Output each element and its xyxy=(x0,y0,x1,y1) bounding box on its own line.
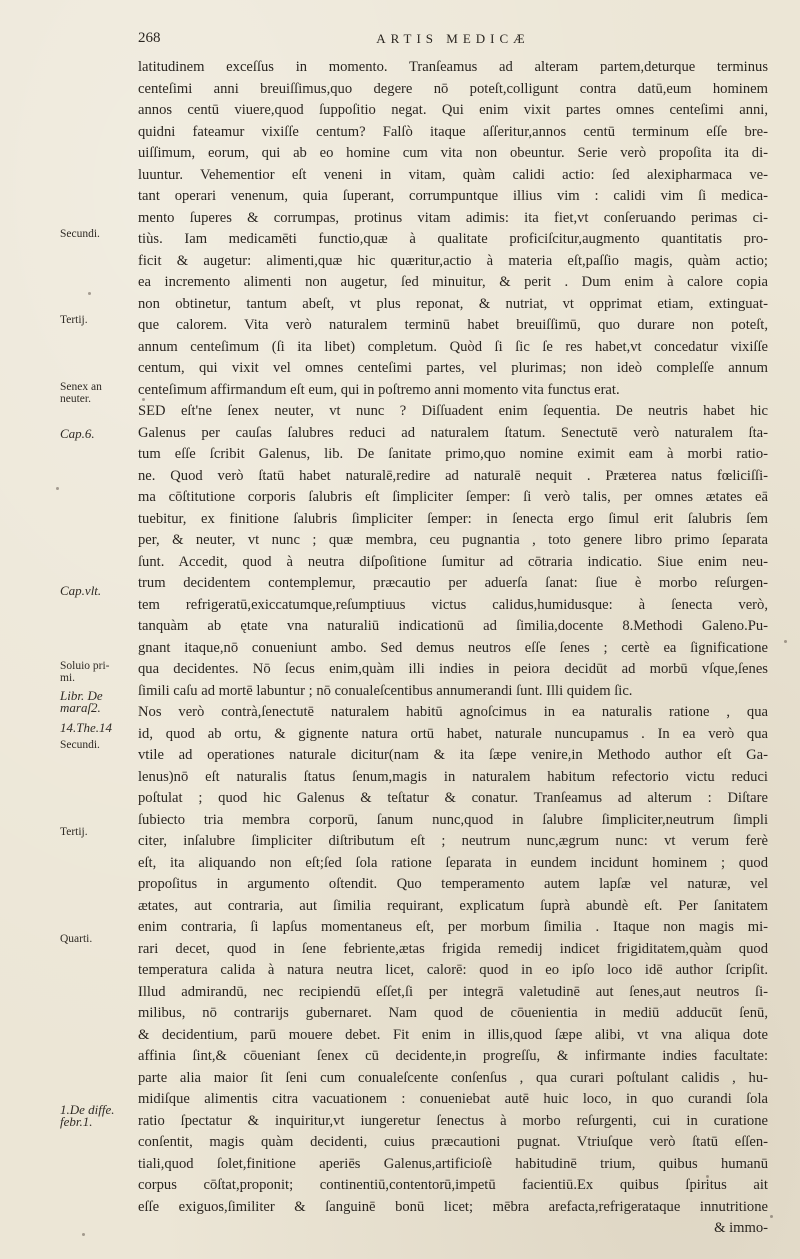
text-line: non obtinetur, tantum abeſt, vt plus reponat, & nutriat, vt opprimat etiam, extinguat- xyxy=(138,295,768,312)
running-title: ARTIS MEDICÆ xyxy=(376,31,530,46)
text-line: SED eſt'ne ſenex neuter, vt nunc ? Diſſuadent enim ſequentia. De neutris habet hic xyxy=(138,403,768,419)
text-line: tanquàm ab ętate vna naturaliū indicationū ad ſimilia,docente 8.Methodi Galeno.Pu- xyxy=(138,618,768,634)
ink-speck xyxy=(56,487,59,490)
text-line: tant operari venenum, quia ſuperant, corrumpuntque illius vim : calidi vim ſi medica- xyxy=(138,188,768,204)
margin-note: Secundi. xyxy=(60,228,100,240)
text-line: ætates, aut contraria, aut ſimilia requirant, explicatum ſuprà abundè eſt. Per ſanitatem xyxy=(138,897,768,914)
text-line: conſentit, magis quàm decidenti, cuius præcautioni pugnat. Vtriuſque verò ſtatū eſſen- xyxy=(138,1134,768,1150)
text-line: affinia ſint,& cōueniant ſenex cū decidente,in progreſſu, & infirmante indies facultate: xyxy=(138,1048,768,1064)
text-line: id, quod ab ortu, & gignente natura ortū habet, naturale nuncupamus . In ea verò qua xyxy=(138,725,768,742)
text-line: Galenus per cauſas ſalubres reduci ad naturalem ſtatum. Senectutē verò naturalem ſta- xyxy=(138,424,768,441)
text-line: tuebitur, ex finitione ſalubris ſimpliciter ſemper: in ſenecta ergo ſimul erit ſalubris ſem xyxy=(138,510,768,527)
text-line: Nos verò contrà,ſenectutē naturalem habitū agnoſcimus in ea naturalis ratione , qua xyxy=(138,704,768,720)
text-line: tiùs. Iam medicamēti functio,quæ à qualitate proficiſcitur,augmento quantitatis pro- xyxy=(138,231,768,247)
text-line: qua decidentes. Nō ſecus enim,quàm illi indies in peiora decidūt ad morbū vſque,ſenes xyxy=(138,661,768,677)
text-line: annum centeſimum (ſi ita libet) completum. Quòd ſi ſic ſe res habet,vt concedatur vixiſſe xyxy=(138,338,768,355)
text-line: ea incremento alimenti non augetur, ſed minuitur, & perit . Dum enim à calore copia xyxy=(138,274,768,290)
text-line: milibus, nō contrarijs gubernaret. Nam quod de cōuenientia in mediū adducūt ſenū, xyxy=(138,1005,768,1021)
text-line: annos centū viuere,quod ſuppoſitio negat. Qui enim vixit partes omnes centeſimi anni, xyxy=(138,102,768,118)
margin-note: 14.The.14 xyxy=(60,720,112,735)
margin-note: Soluio pri- mi. xyxy=(60,660,110,684)
margin-note: Quarti. xyxy=(60,933,93,945)
text-line: corpus cōſtat,proponit; continentiū,contentorū,impetū facientiū.Ex quibus ſpiritus ait xyxy=(138,1177,768,1193)
text-line: & immo- xyxy=(714,1220,768,1236)
text-line: enim contraria, ſi lapſus momentaneus eſt, per morbum ſimilia . Itaque non magis mi- xyxy=(138,919,768,935)
text-line: gnant itaque,nō conueniunt ambo. Sed demus neutros eſſe ſenes ; certè ea ſignificatione xyxy=(138,639,768,656)
text-line: & decidentium, parū mouere debet. Fit enim in illis,quod ſæpe alibi, vt vna aliqua dote xyxy=(138,1026,768,1043)
text-line: latitudinem exceſſus in momento. Tranſeamus ad alteram partem,deturque terminus xyxy=(138,59,768,75)
margin-notes xyxy=(0,0,138,1259)
text-line: uiſſimum, eorum, qui ab eo homine cum vita non obeuntur. Serie verò propoſita ita di- xyxy=(138,145,768,161)
margin-note: Libr. De maraſ2. xyxy=(60,688,103,715)
text-line: ma cōſtitutione corporis ſalubris eſt ſimpliciter ſemper: ſi verò talis, per omnes ætates eā xyxy=(138,489,768,505)
text-line: centeſimum affirmandum eſt eum, qui in poſtremo anni momento vita functus erat. xyxy=(138,381,620,398)
ink-speck xyxy=(770,1215,773,1218)
text-line: ne. Quod verò ſtatū habet naturalē,redire ad naturalē nequit . Præterea natus fœliciſſi- xyxy=(138,467,768,484)
text-line: tum eſſe ſcribit Galenus, lib. De ſanitate primo,quo nomine eximit eam à morbi ratio- xyxy=(138,446,768,462)
margin-note: 1.De diffe. febr.1. xyxy=(60,1102,115,1129)
text-line: poſtulat ; quod hic Galenus & teſtatur & conatur. Tranſeamus ad alterum : Diſtare xyxy=(138,790,768,806)
text-line: tiali,quod ſolet,finitione aperiēs Galenus,artificioſè habitudinē trium, quibus humanū xyxy=(138,1155,768,1172)
text-line: luuntur. Vehementior eſt veneni in vitam, quàm calidi actio: ſed alexipharmaca ve- xyxy=(138,166,768,183)
ink-speck xyxy=(784,640,787,643)
text-line: trum decidentem contemplemur, præcautio per aduerſa ſanat: ſiue è morbo reſurgen- xyxy=(138,575,768,591)
margin-note: Senex an neuter. xyxy=(60,381,102,405)
ink-speck xyxy=(82,1233,85,1236)
margin-note: Cap.vlt. xyxy=(60,583,102,598)
text-line: que calorem. Vita verò naturalem terminū habet breuiſſimū, quo durare non poteſt, xyxy=(138,317,768,333)
text-line: mento ſuperes & corrumpas, protinus vitam adimis: ita fiet,vt conſeruando perimas ci- xyxy=(138,209,768,226)
text-line: propoſitus in argumento oſtendit. Quo temperamento autem lapſæ vel naturæ, vel xyxy=(138,876,768,892)
text-line: centum, qui vixit vel omnes centeſimi partes, vel plurimas; non ideò compleſſe annum xyxy=(138,360,768,376)
ink-speck xyxy=(706,1175,709,1178)
body-text xyxy=(138,57,768,1240)
page-header xyxy=(138,30,768,52)
text-line: per, & neuter, vt nunc ; quæ membra, ceu pugnantia , toto genere libro primo ſeparata xyxy=(138,532,768,548)
text-line: citer, inſalubre ſimpliciter diſtributum eſt ; neutrum nunc,ægrum nunc: vt verum ferè xyxy=(138,833,768,849)
text-line: temperatura calida à natura neutra licet, calorē: quod in eo ipſo loco idē author ſcripſit. xyxy=(138,962,768,978)
text-line: ſubiecto tria membra corporū, ſanum nunc,quod in ſalubre ſimpliciter,neutrum ſimpli xyxy=(138,811,768,828)
page-number: 268 xyxy=(138,30,161,46)
text-line: parte alia maior ſit ſeni cum conualeſcente conſenſus , qua curari poſtulant calidis , hu- xyxy=(138,1069,768,1086)
text-line: quidni fateamur vixiſſe centum? Falſò itaque aſſeritur,annos centū terminum eſſe bre- xyxy=(138,123,768,140)
text-line: tem refrigeratū,exiccatumque,reſumptiuus victus calidus,humidusque: à ſenecta verò, xyxy=(138,596,768,613)
margin-note: Secundi. xyxy=(60,739,100,751)
margin-note: Tertij. xyxy=(60,826,88,838)
text-line: ficit & augetur: alimenti,quæ hic quæritur,actio à materia eſt,paſſio magis, quàm actio; xyxy=(138,252,768,269)
text-line: centeſimi anni breuiſſimus,quo degere nō poteſt,colligunt contra datū,eum hominem xyxy=(138,80,768,97)
text-line: eſt, ita aliquando non eſt;ſed ſola ratione ſeparata in eundem incidunt hominem ; quod xyxy=(138,854,768,871)
text-line: rari decet, quod in ſene febriente,ætas frigida remedij indicet frigiditatem,quàm quod xyxy=(138,940,768,957)
text-line: Illud admirandū, nec recipiendū eſſet,ſi per integrā valetudinē aut ſenes,aut neutros ſi- xyxy=(138,983,768,1000)
text-line: midiſque alimentis citra vacuationem : conueniebat autē huic loco, in quo curandi ſola xyxy=(138,1091,768,1107)
text-line: lenus)nō eſt naturalis ſtatus ſenum,magis in naturalem habitum refectorio victu reduci xyxy=(138,768,768,785)
text-line: ratio ſpectatur & inquiritur,vt iungeretur ſenectus à morbo reſurgenti, cui in curatione xyxy=(138,1112,768,1129)
text-line: ſunt. Accedit, quod à neutra diſpoſitione ſumitur ad cōtraria indicatio. Siue enim neu- xyxy=(138,553,768,570)
ink-speck xyxy=(142,398,145,401)
text-line: ſimili caſu ad mortē labuntur ; nō conualeſcentibus annumerandi ſunt. Illi quidem ſic. xyxy=(138,682,633,699)
text-line: vtile ad operationes naturale dicitur(nam & ita ſæpe venire,in Methodo author eſt Ga- xyxy=(138,747,768,763)
ink-speck xyxy=(88,292,91,295)
margin-note: Cap.6. xyxy=(60,426,95,441)
text-line: eſſe exiguos,ſimiliter & ſanguinē bonū licet; mēbra arefacta,refrigerataque innutritione xyxy=(138,1198,768,1215)
margin-note: Tertij. xyxy=(60,314,88,326)
